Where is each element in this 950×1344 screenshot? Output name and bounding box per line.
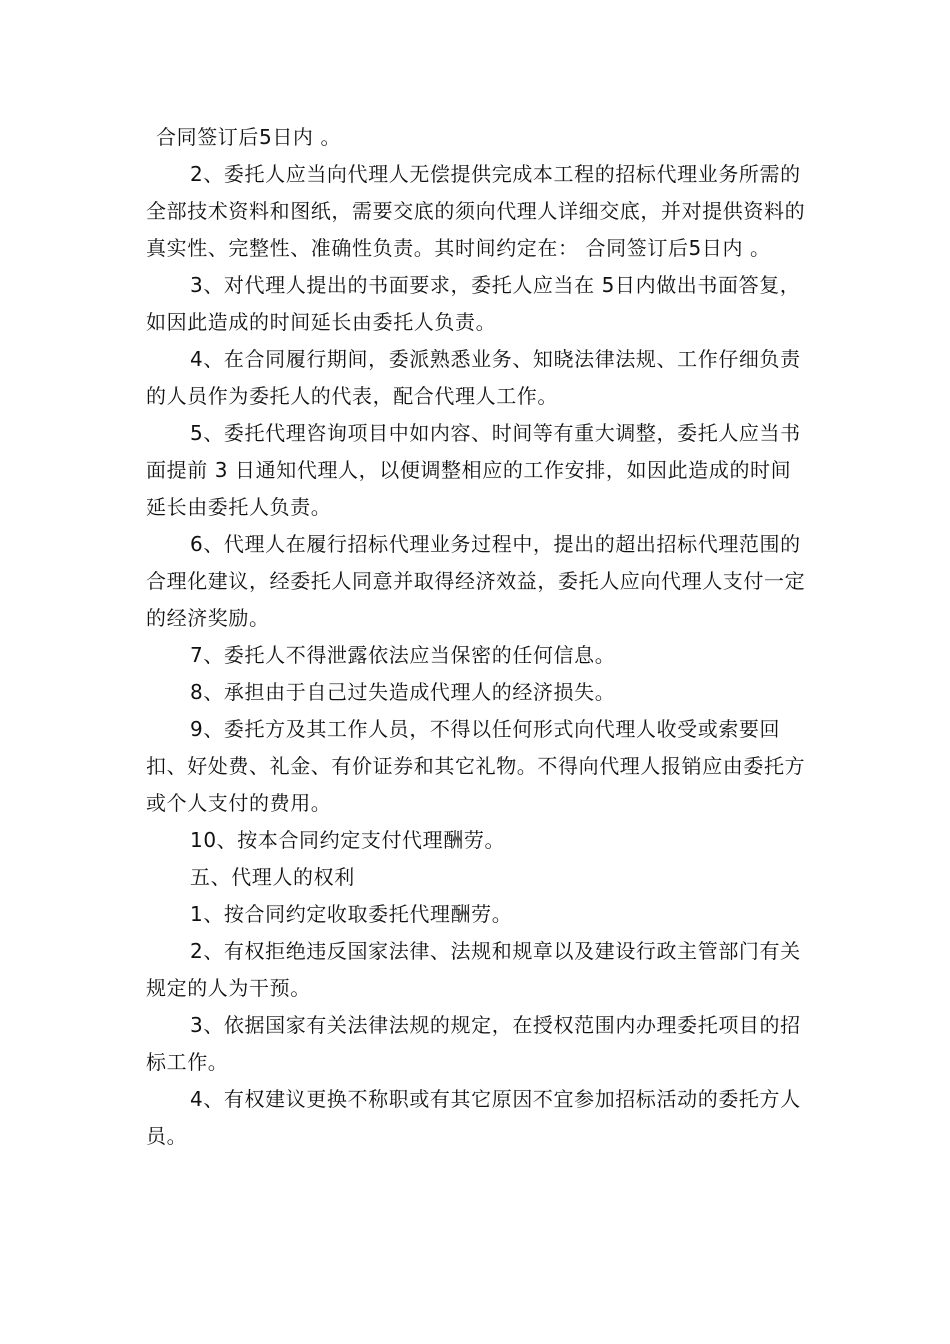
paragraph-4-representative: 4、在合同履行期间，委派熟悉业务、知晓法律法规、工作仔细负责的人员作为委托人的代表，配合代理人工作。 [146, 347, 801, 408]
paragraph-2-provide-materials: 2、委托人应当向代理人无偿提供完成本工程的招标代理业务所需的全部技术资料和图纸，需要交底的须向代理人详细交底，并对提供资料的真实性、完整性、准确性负责。其时间约定在： 合同签订后5日内 。 [146, 162, 806, 260]
paragraph-rights-2-refuse-interference: 2、有权拒绝违反国家法律、法规和规章以及建设行政主管部门有关规定的人为干预。 [146, 939, 801, 1000]
paragraph-9-no-gifts: 9、委托方及其工作人员，不得以任何形式向代理人收受或索要回扣、好处费、礼金、有价证券和其它礼物。不得向代理人报销应由委托方或个人支付的费用。 [146, 717, 806, 815]
paragraph-rights-3-handle-bidding: 3、依据国家有关法律法规的规定，在授权范围内办理委托项目的招标工作。 [146, 1013, 801, 1074]
paragraph-rights-4-replace-staff: 4、有权建议更换不称职或有其它原因不宜参加招标活动的委托方人员。 [146, 1087, 801, 1148]
paragraph-8-losses: 8、承担由于自己过失造成代理人的经济损失。 [190, 680, 616, 704]
document-body [146, 119, 808, 1155]
paragraph-7-confidentiality: 7、委托人不得泄露依法应当保密的任何信息。 [190, 643, 616, 667]
section-heading-agent-rights: 五、代理人的权利 [190, 865, 355, 889]
paragraph-10-payment: 10、按本合同约定支付代理酬劳。 [190, 828, 506, 852]
paragraph-6-reward: 6、代理人在履行招标代理业务过程中，提出的超出招标代理范围的合理化建议，经委托人同意并取得经济效益，委托人应向代理人支付一定的经济奖励。 [146, 532, 806, 630]
paragraph-sign-deadline: 合同签订后5日内 。 [156, 125, 342, 149]
paragraph-3-written-reply: 3、对代理人提出的书面要求，委托人应当在 5日内做出书面答复，如因此造成的时间延长由委托人负责。 [146, 273, 801, 334]
paragraph-5-adjustment-notice: 5、委托代理咨询项目中如内容、时间等有重大调整，委托人应当书面提前 3 日通知代理人，以便调整相应的工作安排，如因此造成的时间延长由委托人负责。 [146, 421, 801, 519]
paragraph-rights-1-fee: 1、按合同约定收取委托代理酬劳。 [190, 902, 513, 926]
